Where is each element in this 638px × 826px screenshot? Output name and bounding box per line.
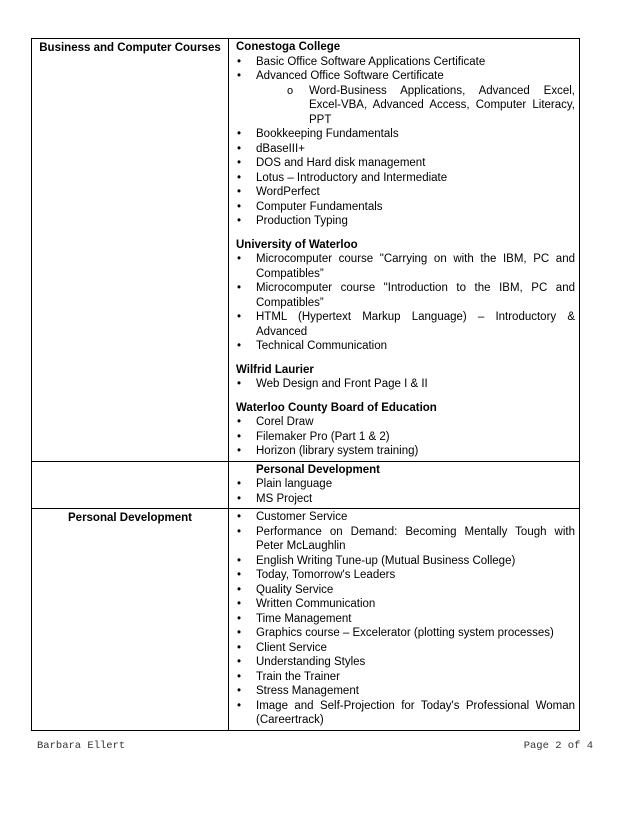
bullet-icon: • xyxy=(237,253,242,265)
list-item xyxy=(236,583,575,598)
bullet-icon: • xyxy=(237,685,242,697)
list-item-text: dBaseIII+ xyxy=(256,142,305,155)
list-item-text: Lotus – Introductory and Intermediate xyxy=(256,171,448,184)
list-item xyxy=(236,444,575,459)
list-item-text: Bookkeeping Fundamentals xyxy=(256,128,399,140)
list-item-text: Stress Management xyxy=(256,685,359,697)
list-item-text: Microcomputer course "Introduction to the IBM, PC and Compatibles” xyxy=(256,282,575,309)
bullet-icon: • xyxy=(237,583,242,596)
list-item xyxy=(236,554,575,569)
list-item-text: Web Design and Front Page I & II xyxy=(256,378,428,390)
bullet-icon: • xyxy=(237,311,242,323)
bullet-icon: • xyxy=(237,142,242,155)
list-item-text: Advanced Office Software Certificate xyxy=(256,70,444,82)
list-item-text: Basic Office Software Applications Certificate xyxy=(256,55,486,68)
bullet-icon: • xyxy=(237,612,242,625)
list-item-text: Technical Communication xyxy=(256,340,388,352)
footer-author: Barbara Ellert xyxy=(37,740,126,752)
bullet-icon: • xyxy=(237,554,242,567)
bullet-icon: • xyxy=(237,627,242,639)
list-item xyxy=(236,171,575,186)
category-cell xyxy=(32,39,229,462)
bullet-icon: • xyxy=(237,171,242,184)
section-heading: Personal Development xyxy=(256,463,380,476)
circle-bullet-icon: o xyxy=(287,84,294,97)
list-item xyxy=(236,127,575,142)
list-item xyxy=(236,492,575,507)
bullet-icon: • xyxy=(237,598,242,610)
table-row xyxy=(32,461,580,509)
bullet-icon: • xyxy=(237,430,242,443)
bullet-icon: • xyxy=(237,215,242,227)
list-item-text: Performance on Demand: Becoming Mentally Tough with Peter McLaughlin xyxy=(256,525,575,552)
sub-list-item xyxy=(286,84,575,128)
list-item xyxy=(236,142,575,157)
bullet-icon: • xyxy=(237,378,242,390)
list-item xyxy=(236,185,575,200)
list-item-text: Image and Self-Projection for Today's Professional Woman (Careertrack) xyxy=(256,699,575,726)
list-item-text: WordPerfect xyxy=(256,186,320,198)
bullet-list xyxy=(236,415,575,459)
bullet-icon: • xyxy=(237,641,242,654)
list-item-text: Graphics course – Excelerator (plotting system processes) xyxy=(256,627,554,639)
list-item-text: DOS and Hard disk management xyxy=(256,157,426,169)
bullet-list xyxy=(236,55,575,229)
list-item-text: Customer Service xyxy=(256,511,348,523)
table-row xyxy=(32,509,580,731)
list-item xyxy=(236,377,575,392)
list-item-text: Written Communication xyxy=(256,598,376,610)
bullet-icon: • xyxy=(237,699,242,712)
bullet-icon: • xyxy=(237,55,242,68)
list-item xyxy=(236,670,575,685)
category-cell xyxy=(32,509,229,731)
list-item-text: Microcomputer course "Carrying on with the IBM, PC and Compatibles” xyxy=(256,253,575,280)
list-item xyxy=(236,430,575,445)
list-item-text: Understanding Styles xyxy=(256,656,366,668)
list-item xyxy=(236,69,575,127)
bullet-list xyxy=(236,477,575,506)
bullet-icon: • xyxy=(237,478,242,490)
list-item-text: Quality Service xyxy=(256,583,334,596)
list-item xyxy=(236,200,575,215)
list-item xyxy=(236,510,575,525)
bullet-list xyxy=(236,377,575,392)
category-label: Business and Computer Courses xyxy=(39,42,221,54)
list-item xyxy=(236,684,575,699)
table-row xyxy=(32,39,580,462)
list-item-text: Client Service xyxy=(256,641,327,654)
list-item-text: Train the Trainer xyxy=(256,670,340,683)
list-item xyxy=(236,641,575,656)
list-item xyxy=(236,156,575,171)
bullet-icon: • xyxy=(237,157,242,169)
list-item xyxy=(236,252,575,281)
list-item-text: Corel Draw xyxy=(256,416,314,428)
list-item-text: Computer Fundamentals xyxy=(256,200,383,213)
list-item xyxy=(236,339,575,354)
courses-table-body xyxy=(32,39,580,731)
list-item xyxy=(236,612,575,627)
bullet-icon: • xyxy=(237,656,242,668)
institution-heading: Waterloo County Board of Education xyxy=(236,401,437,414)
institution-heading: Wilfrid Laurier xyxy=(236,363,314,376)
bullet-icon: • xyxy=(237,445,242,457)
sub-bullet-list xyxy=(256,84,575,128)
bullet-list xyxy=(236,510,575,728)
details-cell xyxy=(229,39,580,462)
list-item xyxy=(236,281,575,310)
bullet-icon: • xyxy=(237,70,242,82)
sub-list-item-text: Word-Business Applications, Advanced Excel, Excel-VBA, Advanced Access, Computer Literacy, PPT xyxy=(309,84,575,126)
footer-page-number: Page 2 of 4 xyxy=(523,740,593,752)
details-cell xyxy=(229,509,580,731)
list-item-text: MS Project xyxy=(256,492,313,505)
bullet-icon: • xyxy=(237,200,242,213)
list-item-text: Today, Tomorrow's Leaders xyxy=(256,569,396,581)
list-item-text: HTML (Hypertext Markup Language) – Introductory & Advanced xyxy=(256,311,575,338)
bullet-icon: • xyxy=(237,569,242,581)
bullet-icon: • xyxy=(237,186,242,198)
details-content xyxy=(229,40,579,461)
list-item-text: Plain language xyxy=(256,478,333,490)
list-item xyxy=(236,597,575,612)
bullet-icon: • xyxy=(237,492,242,505)
bullet-icon: • xyxy=(237,416,242,428)
category-label: Personal Development xyxy=(68,512,192,524)
details-cell xyxy=(229,461,580,509)
list-item xyxy=(236,415,575,430)
list-item-text: Horizon (library system training) xyxy=(256,445,419,457)
list-item xyxy=(236,525,575,554)
details-content xyxy=(229,463,579,509)
list-item-text: Production Typing xyxy=(256,215,348,227)
courses-table xyxy=(31,38,580,731)
category-label xyxy=(32,462,228,464)
list-item-text: Time Management xyxy=(256,612,352,625)
bullet-icon: • xyxy=(237,340,242,352)
category-cell xyxy=(32,461,229,509)
list-item-text: English Writing Tune-up (Mutual Business College) xyxy=(256,554,516,567)
bullet-icon: • xyxy=(237,511,242,523)
list-item xyxy=(236,310,575,339)
bullet-list xyxy=(236,252,575,354)
institution-heading: University of Waterloo xyxy=(236,238,358,251)
list-item xyxy=(236,568,575,583)
bullet-icon: • xyxy=(237,128,242,140)
list-item xyxy=(236,699,575,728)
list-item xyxy=(236,55,575,70)
list-item-text: Filemaker Pro (Part 1 & 2) xyxy=(256,430,390,443)
bullet-icon: • xyxy=(237,525,242,538)
bullet-icon: • xyxy=(237,670,242,683)
list-item xyxy=(236,214,575,229)
bullet-icon: • xyxy=(237,282,242,294)
list-item xyxy=(236,477,575,492)
list-item xyxy=(236,655,575,670)
list-item xyxy=(236,626,575,641)
institution-heading: Conestoga College xyxy=(236,41,341,53)
details-content xyxy=(229,509,579,730)
